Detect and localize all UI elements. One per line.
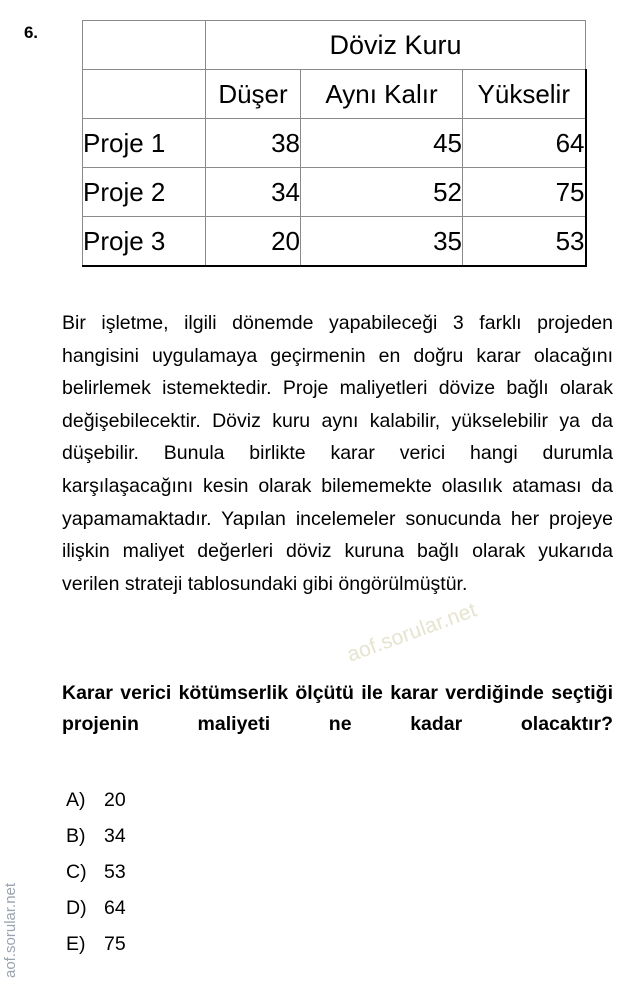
answer-option-d-letter: D) xyxy=(66,897,87,919)
answer-option-b-value: 34 xyxy=(104,825,126,847)
table-row xyxy=(83,168,586,217)
table-column-header-row xyxy=(83,70,586,119)
answer-option-a-value: 20 xyxy=(104,789,126,811)
table-corner-cell xyxy=(83,21,206,70)
question-number: 6. xyxy=(24,23,38,42)
answer-option-c-value: 53 xyxy=(104,861,126,883)
answer-option-c-letter: C) xyxy=(66,861,87,883)
table-corner-cell-lower xyxy=(83,70,206,119)
table-cell-proje1-duser: 38 xyxy=(206,119,301,168)
answer-options-list xyxy=(66,789,386,969)
table-row xyxy=(83,119,586,168)
answer-option-b[interactable] xyxy=(66,825,386,861)
table-group-header: Döviz Kuru xyxy=(206,21,586,70)
table-cell-proje3-ayni-kalir: 35 xyxy=(301,217,463,267)
table-row-label-proje-3: Proje 3 xyxy=(83,217,206,267)
answer-option-b-letter: B) xyxy=(66,825,86,847)
answer-option-e-value: 75 xyxy=(104,933,126,955)
table-row xyxy=(83,217,586,267)
watermark-vertical-left: aof.sorular.net xyxy=(2,882,19,978)
table-row-label-proje-1: Proje 1 xyxy=(83,119,206,168)
answer-option-e-letter: E) xyxy=(66,933,86,955)
table-column-header-duser: Düşer xyxy=(206,70,301,119)
table-cell-proje2-duser: 34 xyxy=(206,168,301,217)
table-cell-proje1-yukselir: 64 xyxy=(463,119,586,168)
table-cell-proje2-yukselir: 75 xyxy=(463,168,586,217)
question-prompt-text: Karar verici kötümserlik ölçütü ile karar verdiğinde seçtiği projenin maliyeti ne kadar olacaktır? xyxy=(62,682,613,735)
table-cell-proje2-ayni-kalir: 52 xyxy=(301,168,463,217)
table-column-header-yukselir: Yükselir xyxy=(463,70,586,119)
table-cell-proje3-yukselir: 53 xyxy=(463,217,586,267)
answer-option-a-letter: A) xyxy=(66,789,86,811)
watermark-diagonal: aof.sorular.net xyxy=(344,598,480,667)
answer-option-d-value: 64 xyxy=(104,897,126,919)
table-group-header-row xyxy=(83,21,586,70)
answer-option-d[interactable] xyxy=(66,897,386,933)
strategy-table-container xyxy=(82,20,585,267)
table-row-label-proje-2: Proje 2 xyxy=(83,168,206,217)
table-cell-proje3-duser: 20 xyxy=(206,217,301,267)
answer-option-c[interactable] xyxy=(66,861,386,897)
strategy-table xyxy=(82,20,587,267)
answer-option-a[interactable] xyxy=(66,789,386,825)
table-column-header-ayni-kalir: Aynı Kalır xyxy=(301,70,463,119)
answer-option-e[interactable] xyxy=(66,933,386,969)
question-stem-text: Bir işletme, ilgili dönemde yapabileceği 3 farklı projeden hangisini uygulamaya geçirmenin en doğru karar olacağını belirlemek istemektedir. Proje maliyetleri dövize bağlı olarak değişebilecektir. Döviz kuru aynı kalabilir, yükselebilir ya da düşebilir. Bunula birlikte karar verici hangi durumla karşılaşacağını kesin olarak bilememekte olasılık ataması da yapamamaktadır. Yapılan incelemeler sonucunda her projeye ilişkin maliyet değerleri döviz kuruna bağlı olarak yukarıda verilen strateji tablosundaki gibi öngörülmüştür. xyxy=(62,312,613,595)
table-cell-proje1-ayni-kalir: 45 xyxy=(301,119,463,168)
